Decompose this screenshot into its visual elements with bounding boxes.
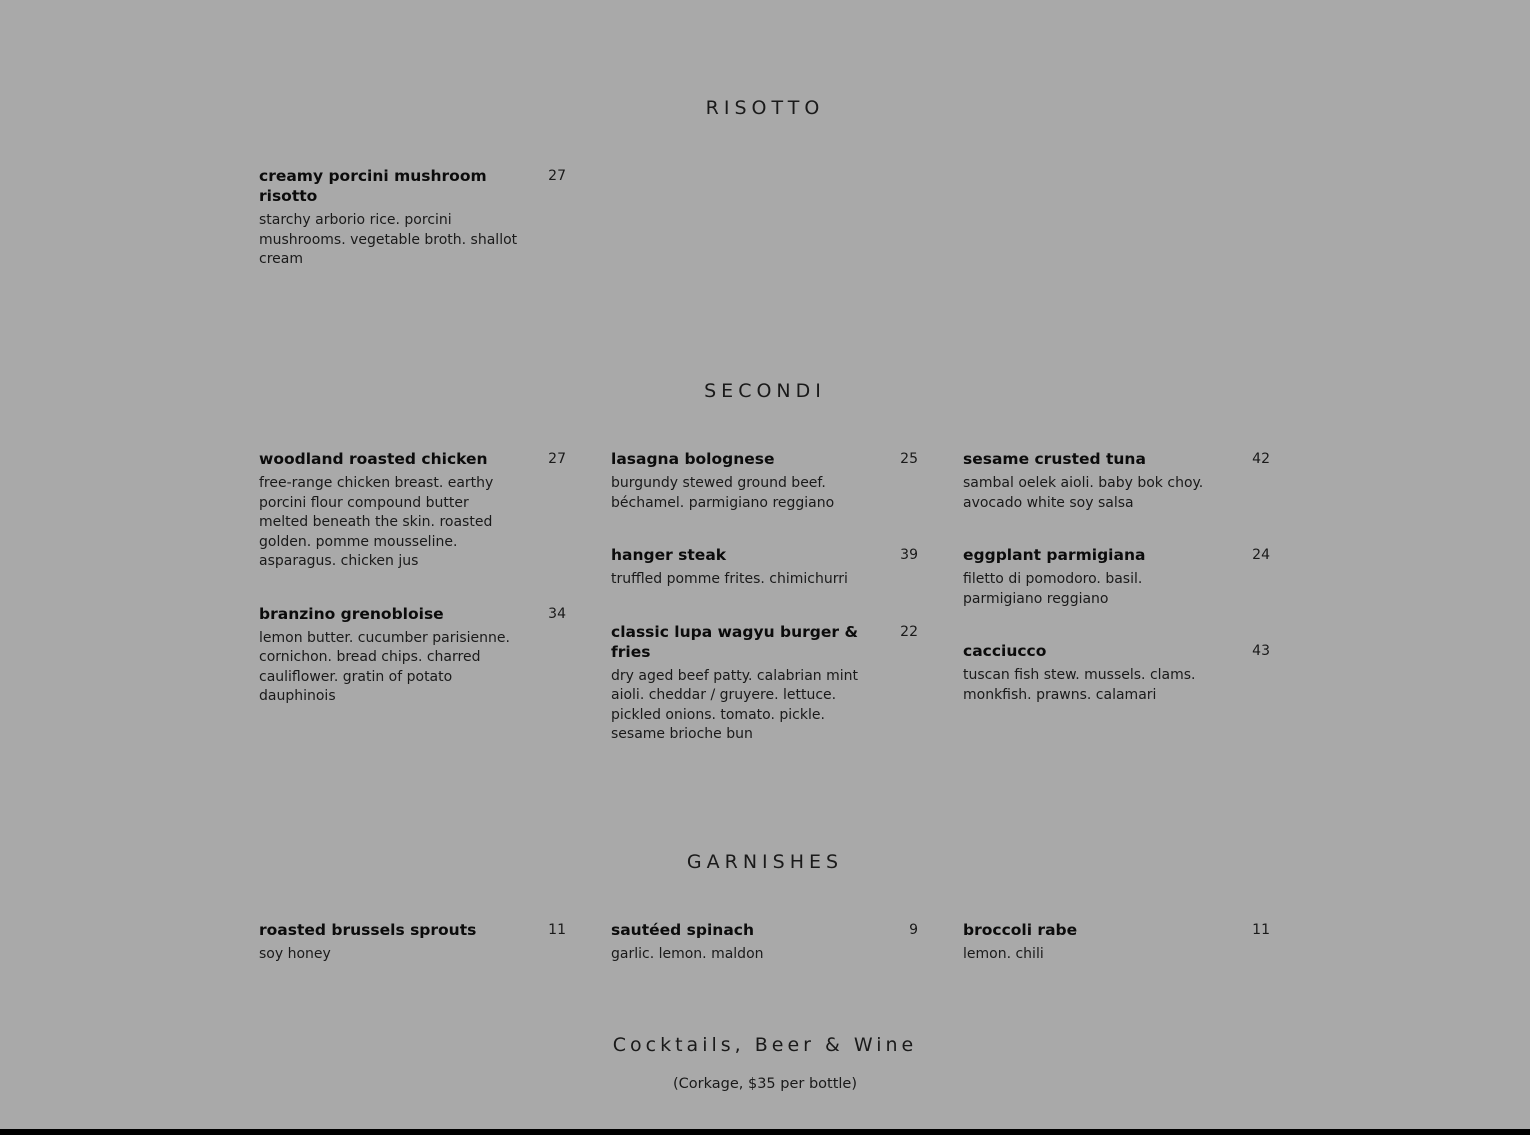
menu-item [963,545,1270,609]
item-description: lemon butter. cucumber parisienne. cornichon. bread chips. charred cauliflower. gratin of potato dauphinois [259,629,510,704]
item-price: 34 [548,605,566,622]
menu-item [611,449,918,513]
item-description: filetto di pomodoro. basil. parmigiano reggiano [963,571,1143,607]
item-description: starchy arborio rice. porcini mushrooms. vegetable broth. shallot cream [259,212,518,267]
menu-item [611,622,918,745]
item-description: soy honey [259,946,331,962]
item-name: woodland roasted chicken [259,450,488,468]
risotto-column [259,166,566,302]
item-description: garlic. lemon. maldon [611,946,764,962]
item-name: cacciucco [963,642,1047,660]
item-description: tuscan fish stew. mussels. clams. monkfish. prawns. calamari [963,667,1196,703]
section-title-secondi: SECONDI [704,380,826,402]
secondi-column-2 [611,449,918,777]
menu-item [259,166,566,270]
menu-item [259,604,566,707]
item-name: broccoli rabe [963,921,1078,939]
item-name: classic lupa wagyu burger & fries [611,622,858,661]
item-description: free-range chicken breast. earthy porcini flour compound butter melted beneath the skin. roasted golden. pomme mousseline. asparagus. chicken jus [259,475,494,569]
item-name: branzino grenobloise [259,604,444,623]
secondi-column-1 [259,449,566,739]
item-price: 11 [1252,922,1270,938]
section-title-risotto: RISOTTO [705,97,825,119]
item-price: 25 [900,451,918,467]
section-title-garnishes: GARNISHES [686,851,844,873]
item-name: hanger steak [611,546,727,564]
secondi-column-3 [963,449,1270,737]
drinks-title: Cocktails, Beer & Wine [612,1034,918,1056]
item-price: 11 [548,922,566,938]
garnishes-column-3 [963,920,1270,997]
item-price: 27 [548,451,566,467]
menu-item [963,920,1270,965]
item-name: lasagna bolognese [611,450,775,468]
menu-item [611,545,918,590]
menu-item [611,920,918,965]
item-price: 22 [900,623,918,640]
item-name: eggplant parmigiana [963,546,1146,564]
item-name: sautéed spinach [611,921,754,939]
item-description: lemon. chili [963,946,1044,962]
menu-item [259,920,566,965]
item-price: 27 [548,168,566,184]
item-price: 39 [900,547,918,563]
item-price: 43 [1252,643,1270,659]
menu-item [963,449,1270,513]
corkage-note: (Corkage, $35 per bottle) [672,1076,858,1092]
item-description: dry aged beef patty. calabrian mint aioli. cheddar / gruyere. lettuce. pickled onions. tomato. pickle. sesame brioche bun [611,667,858,742]
garnishes-column-1 [259,920,566,997]
item-name: sesame crusted tuna [963,450,1146,468]
item-name: creamy porcini mushroom risotto [259,167,487,205]
item-description: burgundy stewed ground beef. béchamel. parmigiano reggiano [611,475,835,511]
item-price: 24 [1252,547,1270,563]
item-price: 9 [909,922,918,938]
item-name: roasted brussels sprouts [259,921,477,939]
menu-item [259,449,566,572]
menu-item [963,641,1270,705]
item-price: 42 [1252,451,1270,467]
item-description: sambal oelek aioli. baby bok choy. avocado white soy salsa [963,475,1204,511]
garnishes-column-2 [611,920,918,997]
item-description: truffled pomme frites. chimichurri [611,571,848,587]
bottom-bar [0,1129,1530,1135]
